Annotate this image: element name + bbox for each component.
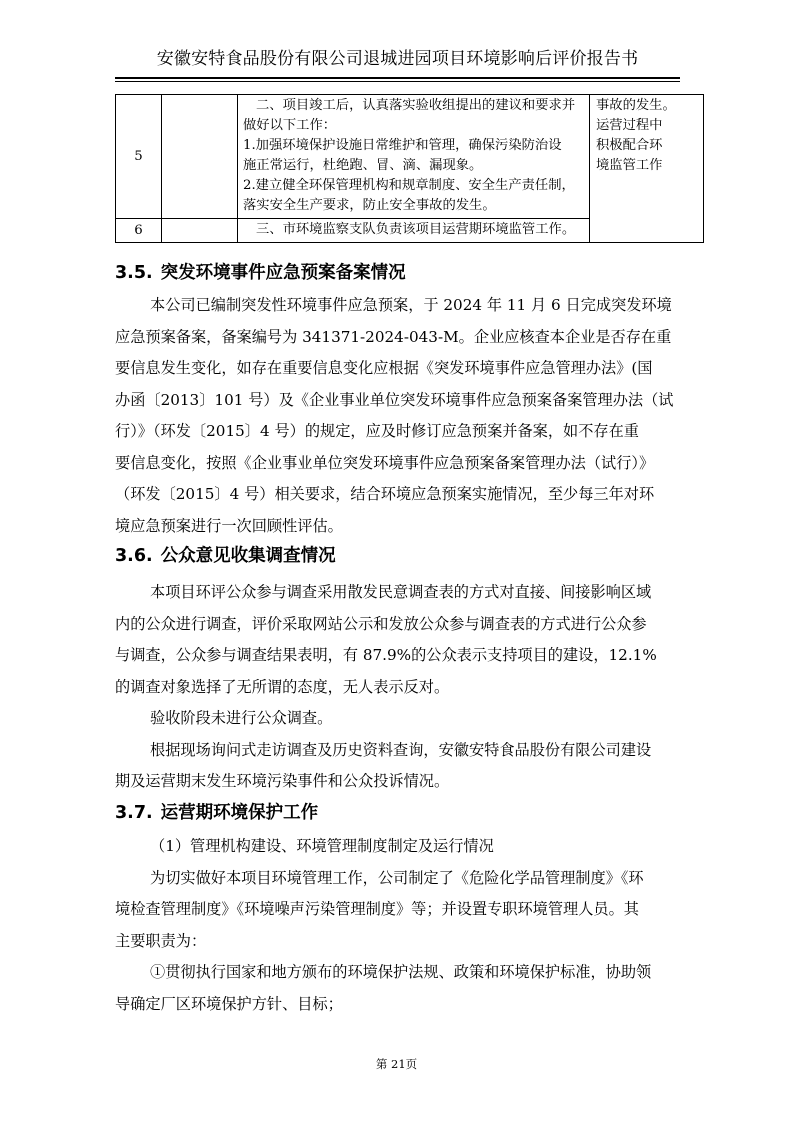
text-line: 根据现场询问式走访调查及历史资料查询，安徽安特食品股份有限公司建设: [150, 740, 652, 759]
text-line: 的调查对象选择了无所谓的态度，无人表示反对。: [115, 677, 450, 696]
text-line: （环发〔2015〕4 号）相关要求，结合环境应急预案实施情况，至少每三年对环: [115, 485, 655, 503]
cell-line: 施正常运行，杜绝跑、冒、滴、漏现象。: [243, 158, 483, 173]
text-line: 境应急预案进行一次回顾性评估。: [115, 516, 343, 535]
text-line: 本公司已编制突发性环境事件应急预案，于 2024 年 11 月 6 日完成突发环境: [150, 296, 672, 314]
requirement-cell: [238, 95, 590, 219]
text-line: （1）管理机构建设、环境管理制度制定及运行情况: [150, 837, 494, 855]
section-heading-3-6: [115, 543, 336, 569]
section-number: 3.6.: [115, 546, 153, 566]
text-line: ①贯彻执行国家和地方颁布的环境保护法规、政策和环境保护标准，协助领: [150, 963, 652, 981]
text-line: 要信息发生变化，如存在重要信息变化应根据《突发环境事件应急管理办法》(国: [115, 359, 653, 377]
text-line: 行）》（环发〔2015〕4 号）的规定，应及时修订应急预案并备案，如不存在重: [115, 422, 639, 440]
text-line: 验收阶段未进行公众调查。: [150, 709, 333, 727]
text-line: 导确定厂区环境保护方针、目标；: [115, 994, 343, 1013]
note-line: 积极配合环: [596, 138, 663, 153]
section-heading-3-7: [115, 800, 318, 826]
cell-line: 做好以下工作：: [243, 118, 337, 133]
section-title: 公众意见收集调查情况: [160, 546, 336, 566]
section-title: 突发环境事件应急预案备案情况: [160, 263, 406, 283]
section-number: 3.7.: [115, 803, 153, 823]
note-line: 事故的发生。: [596, 98, 676, 113]
text-line: 要信息变化，按照《企业事业单位突发环境事件应急预案备案管理办法（试行）》: [115, 453, 655, 472]
text-line: 期及运营期末发生环境污染事件和公众投诉情况。: [115, 772, 450, 790]
header-rule-thin: [115, 81, 680, 82]
text-line: 与调查，公众参与调查结果表明，有 87.9%的公众表示支持项目的建设，12.1%: [115, 646, 657, 664]
text-line: 应急预案备案，备案编号为 341371-2024-043-M。企业应核查本企业是否存在重: [115, 327, 672, 346]
section-body-3-5: [115, 290, 695, 542]
cell-line: 三、市环境监察支队负责该项目运营期环境监管工作。: [256, 222, 576, 237]
cell-line: 落实安全生产要求，防止安全事故的发生。: [243, 198, 496, 213]
section-title: 运营期环境保护工作: [160, 803, 319, 823]
note-line: 境监管工作: [596, 158, 663, 173]
text-line: 为切实做好本项目环境管理工作，公司制定了《危险化学品管理制度》《环: [150, 868, 644, 887]
empty-cell: [162, 219, 238, 243]
page-header-title: 安徽安特食品股份有限公司退城进园项目环境影响后评价报告书: [156, 49, 639, 69]
page-number: 第 21页: [375, 1057, 418, 1071]
text-line: 主要职责为：: [115, 931, 207, 950]
text-line: 办函〔2013〕101 号）及《企业事业单位突发环境事件应急预案备案管理办法（试: [115, 390, 674, 409]
table-row: [116, 95, 704, 219]
cell-line: 1.加强环境保护设施日常维护和管理，确保污染防治设: [243, 138, 562, 153]
row-number: 5: [116, 95, 162, 219]
section-body-3-7: [115, 831, 695, 1020]
section-heading-3-5: [115, 260, 406, 286]
empty-cell: [162, 95, 238, 219]
text-line: 境检查管理制度》《环境噪声污染管理制度》等；并设置专职环境管理人员。其: [115, 900, 639, 918]
header-rule-thick: [115, 77, 680, 79]
cell-line: 二、项目竣工后，认真落实验收组提出的建议和要求并: [256, 98, 576, 113]
implementation-note-cell: [590, 95, 704, 243]
requirement-cell: [238, 219, 590, 243]
note-line: 运营过程中: [596, 118, 663, 133]
section-number: 3.5.: [115, 263, 153, 283]
continued-table: [115, 94, 704, 243]
text-line: 内的公众进行调查，评价采取网站公示和发放公众参与调查表的方式进行公众参: [115, 614, 647, 633]
text-line: 本项目环评公众参与调查采用散发民意调查表的方式对直接、间接影响区域: [150, 583, 652, 601]
cell-line: 2.建立健全环保管理机构和规章制度、安全生产责任制，: [243, 178, 575, 193]
section-body-3-6: [115, 577, 695, 798]
row-number: 6: [116, 219, 162, 243]
